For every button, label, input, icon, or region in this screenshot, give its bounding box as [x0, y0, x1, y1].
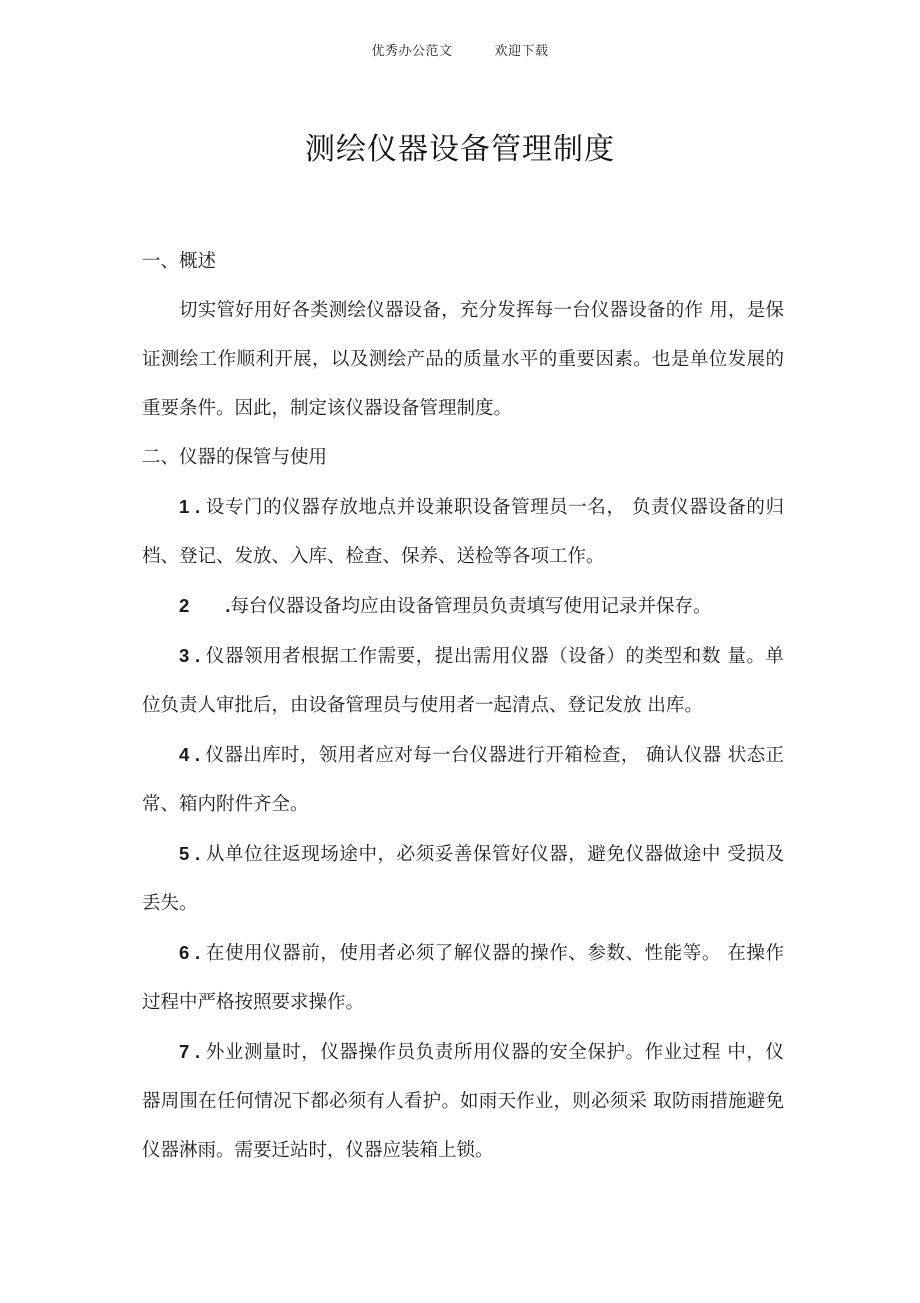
- section-heading-storage-use: 二、仪器的保管与使用: [142, 447, 328, 468]
- page-header: [0, 40, 920, 59]
- item-number: 4: [179, 744, 190, 765]
- item-number: 3: [179, 645, 190, 666]
- list-item: 7 . 外业测量时，仪器操作员负责所用仪器的安全保护。作业过程 中，仪器周围在任何情况下都必须有人看护。如雨天作业，则必须采 取防雨措施避免仪器淋雨。需要迁站时，仪器应装箱上锁。: [142, 1041, 784, 1161]
- section-heading-overview: 一、概述: [142, 251, 217, 272]
- item-text: 设专门的仪器存放地点并设兼职设备管理员一名， 负责仪器设备的归档、登记、发放、入库、检查、保养、送检等各项工作。: [142, 497, 784, 567]
- header-right-text: 欢迎下载: [494, 44, 549, 59]
- list-item: 6 . 在使用仪器前，使用者必须了解仪器的操作、参数、性能等。 在操作过程中严格按照要求操作。: [142, 942, 784, 1013]
- item-number: 6: [179, 942, 190, 963]
- item-text: 从单位往返现场途中，必须妥善保管好仪器，避免仪器做途中 受损及丢失。: [142, 844, 784, 914]
- item-text: 在使用仪器前，使用者必须了解仪器的操作、参数、性能等。 在操作过程中严格按照要求操作。: [142, 943, 784, 1013]
- item-text: 每台仪器设备均应由设备管理员负责填写使用记录并保存。: [230, 596, 712, 617]
- overview-paragraph: 切实管好用好各类测绘仪器设备，充分发挥每一台仪器设备的作 用，是保证测绘工作顺利开展，以及测绘产品的质量水平的重要因素。也是单位发展的重要条件。因此，制定该仪器设备管理制度。: [142, 300, 784, 419]
- list-item: 5 . 从单位往返现场途中，必须妥善保管好仪器，避免仪器做途中 受损及丢失。: [142, 843, 784, 914]
- item-text: 仪器出库时，领用者应对每一台仪器进行开箱检查， 确认仪器 状态正常、箱内附件齐全。: [142, 745, 785, 815]
- item-number: 5: [179, 843, 190, 864]
- list-item: 2 .每台仪器设备均应由设备管理员负责填写使用记录并保存。: [179, 595, 712, 617]
- item-text: 外业测量时，仪器操作员负责所用仪器的安全保护。作业过程 中，仪器周围在任何情况下都必须有人看护。如雨天作业，则必须采 取防雨措施避免仪器淋雨。需要迁站时，仪器应装箱上锁。: [142, 1042, 784, 1161]
- header-left-text: 优秀办公范文: [371, 44, 453, 59]
- item-text: 仪器领用者根据工作需要，提出需用仪器（设备）的类型和数 量。单位负责人审批后，由设备管理员与使用者一起清点、登记发放 出库。: [142, 646, 784, 716]
- list-item: 1 . 设专门的仪器存放地点并设兼职设备管理员一名， 负责仪器设备的归档、登记、发放、入库、检查、保养、送检等各项工作。: [142, 496, 784, 567]
- item-number: 7: [179, 1041, 190, 1062]
- list-item: 4 . 仪器出库时，领用者应对每一台仪器进行开箱检查， 确认仪器 状态正常、箱内附件齐全。: [142, 744, 785, 815]
- document-title: 测绘仪器设备管理制度: [305, 132, 615, 167]
- item-number: 1: [179, 496, 190, 517]
- list-item: 3 . 仪器领用者根据工作需要，提出需用仪器（设备）的类型和数 量。单位负责人审批后，由设备管理员与使用者一起清点、登记发放 出库。: [142, 645, 784, 716]
- document-body: [142, 237, 784, 1175]
- item-number: 2: [179, 595, 190, 616]
